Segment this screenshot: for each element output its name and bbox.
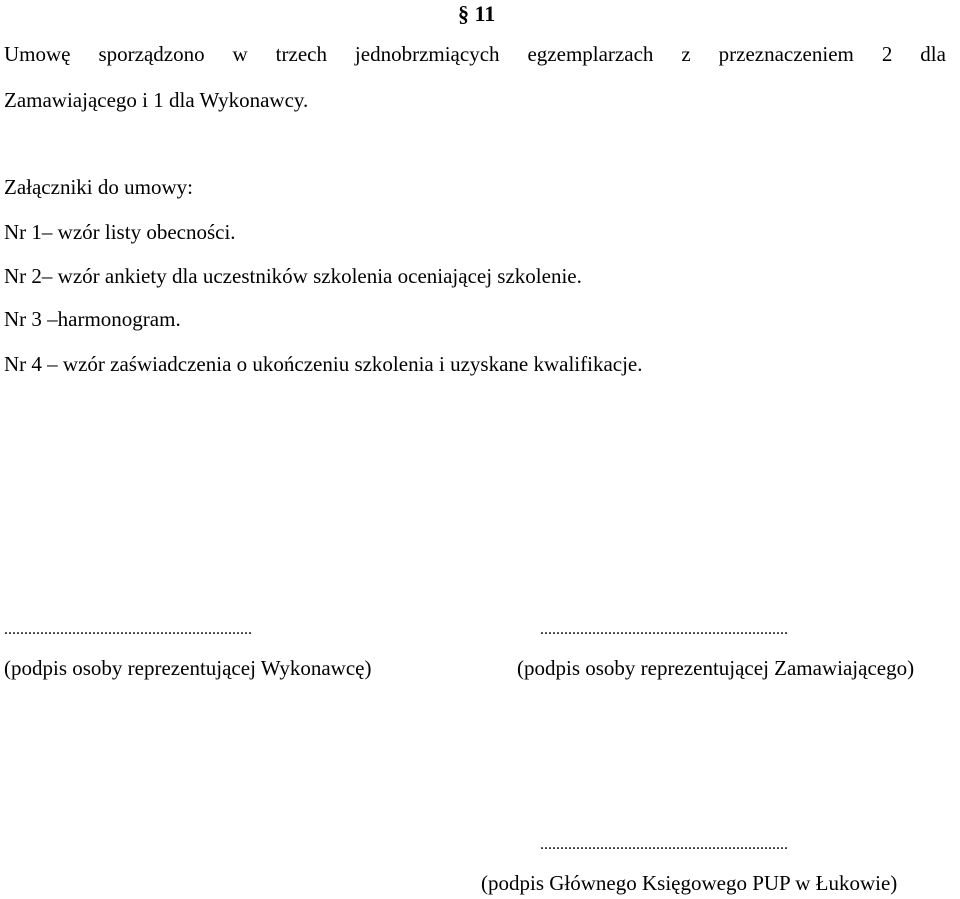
word: sporządzono: [98, 42, 205, 66]
word: w: [232, 42, 248, 66]
word: trzech: [275, 42, 327, 66]
attachments-heading: Załączniki do umowy:: [4, 175, 193, 199]
attachment-item-3: Nr 3 –harmonogram.: [4, 307, 181, 331]
section-heading: § 11: [458, 1, 496, 26]
word: dla: [920, 42, 946, 66]
contractor-signature-label: (podpis osoby reprezentującej Wykonawcę): [4, 656, 372, 680]
attachment-item-4: Nr 4 – wzór zaświadczenia o ukończeniu szkolenia i uzyskane kwalifikacje.: [4, 352, 643, 376]
word: Umowę: [4, 42, 71, 66]
attachment-item-2: Nr 2– wzór ankiety dla uczestników szkolenia oceniającej szkolenie.: [4, 264, 582, 288]
word: z: [681, 42, 691, 66]
closing-line-2: Zamawiającego i 1 dla Wykonawcy.: [4, 88, 309, 112]
closing-line-1: [4, 41, 946, 68]
word: 2: [881, 42, 893, 66]
accountant-signature-label: (podpis Głównego Księgowego PUP w Łukowie): [481, 871, 898, 895]
attachment-item-1: Nr 1– wzór listy obecności.: [4, 220, 236, 244]
contractor-signature-line: ..............................................................: [4, 621, 252, 638]
client-signature-line: ..............................................................: [540, 621, 788, 638]
accountant-signature-line: ..............................................................: [540, 836, 788, 853]
client-signature-label: (podpis osoby reprezentującej Zamawiającego): [517, 656, 915, 680]
word: przeznaczeniem: [718, 42, 854, 66]
word: egzemplarzach: [527, 42, 654, 66]
word: jednobrzmiących: [354, 42, 500, 66]
